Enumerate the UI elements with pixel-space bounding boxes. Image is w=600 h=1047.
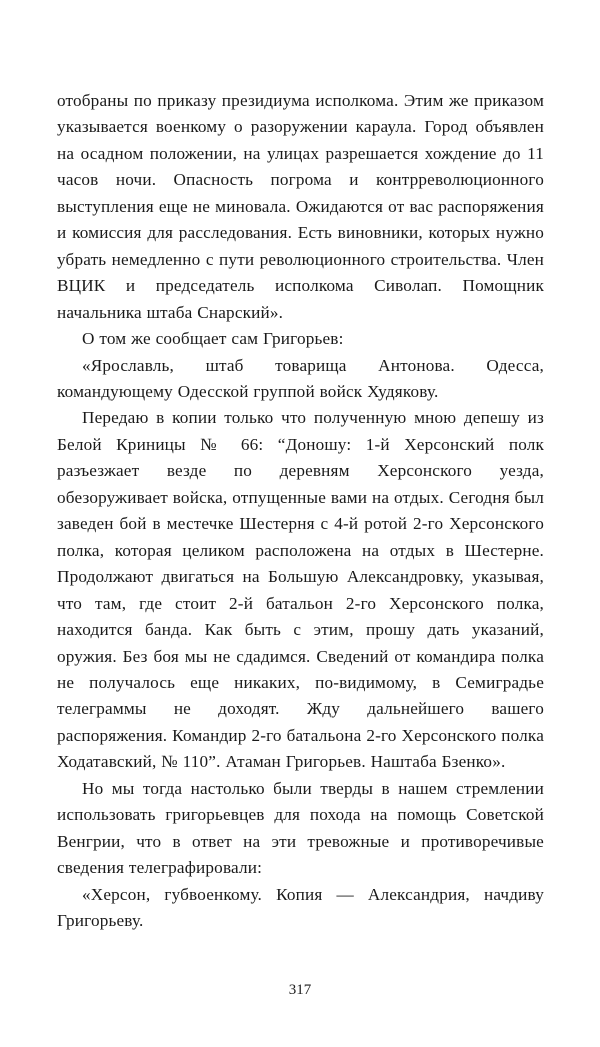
body-paragraph: отобраны по приказу президиума исполкома. Этим же приказом указывается военкому о разоружении караула. Город объявлен на осадном положении, на улицах разрешается хождение до 11 часов ночи. Опасность погрома и контрреволюционного выступления еще не миновала. Ожидаются от вас распоряжения и комиссия для расследования. Есть виновники, которых нужно убрать немедленно с пути революционного строительства. Член ВЦИК и председатель исполкома Сиволап. Помощник начальника штаба Снарский». <box>57 91 544 322</box>
body-paragraph: «Ярославль, штаб товарища Антонова. Одесса, командующему Одесской группой войск Худякову. <box>57 355 544 401</box>
body-paragraph: Но мы тогда настолько были тверды в нашем стремлении использовать григорьевцев для похода на помощь Советской Венгрии, что в ответ на эти тревожные и противоречивые сведения телеграфировали: <box>57 778 544 878</box>
page-body-text <box>57 88 544 935</box>
body-paragraph: Передаю в копии только что полученную мною депешу из Белой Криницы № 66: “Доношу: 1-й Херсонский полк разъезжает везде по деревням Херсонского уезда, обезоруживает войска, отпущенные вами на отдых. Сегодня был заведен бой в местечке Шестерня с 4-й ротой 2-го Херсонского полка, которая целиком расположена на отдых в Шестерне. Продолжают двигаться на Большую Александровку, указывая, что там, где стоит 2-й батальон 2-го Херсонского полка, находится банда. Как быть с этим, прошу дать указаний, оружия. Без боя мы не сдадимся. Сведений от командира полка не получалось еще никаких, по-видимому, в Семиградье телеграммы не доходят. Жду дальнейшего вашего распоряжения. Командир 2-го батальона 2-го Херсонского полка Ходатавский, № 110”. Атаман Григорьев. Наштаба Бзенко». <box>57 408 544 772</box>
body-paragraph: «Херсон, губвоенкому. Копия — Александрия, начдиву Григорьеву. <box>57 884 544 931</box>
body-paragraph: О том же сообщает сам Григорьев: <box>82 329 344 349</box>
page-number: 317 <box>288 982 312 998</box>
